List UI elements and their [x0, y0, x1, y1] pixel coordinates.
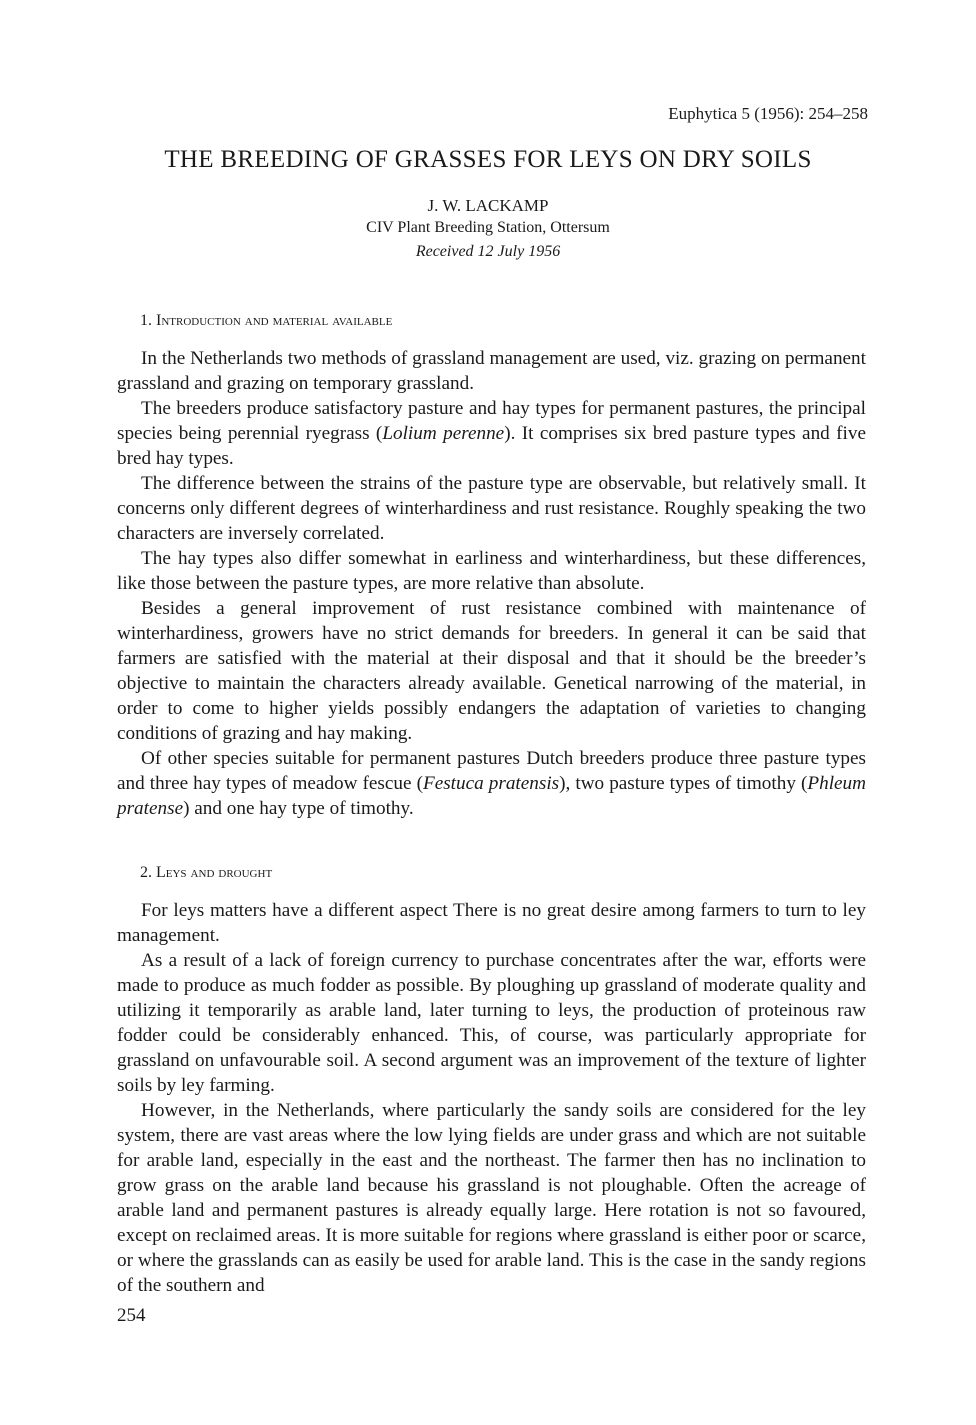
paragraph: For leys matters have a different aspect There is no great desire among farmers to turn to ley management.: [117, 900, 866, 946]
article-title: THE BREEDING OF GRASSES FOR LEYS ON DRY SOILS: [164, 146, 812, 173]
paragraph: Of other species suitable for permanent pastures Dutch breeders produce three pasture types and three hay types of meadow fescue (Festuca pratensis), two pasture types of timothy (Phleum pratense) and one hay type of timothy.: [117, 748, 866, 819]
section-2-title: Leys and drought: [156, 864, 273, 881]
paragraph: The hay types also differ somewhat in earliness and winterhardiness, but these differences, like those between the pasture types, are more relative than absolute.: [117, 548, 866, 594]
received-date: Received 12 July 1956: [415, 243, 561, 260]
paragraph: The difference between the strains of the pasture type are observable, but relatively small. It concerns only different degrees of winterhardiness and rust resistance. Roughly speaking the two characters are inversely correlated.: [117, 473, 866, 544]
section-1-number: 1.: [140, 312, 152, 329]
journal-reference: Euphytica 5 (1956): 254–258: [668, 104, 868, 123]
page-number: 254: [117, 1305, 146, 1326]
article-author: J. W. LACKAMP: [427, 196, 549, 215]
paragraph: In the Netherlands two methods of grassland management are used, viz. grazing on permanent grassland and grazing on temporary grassland.: [117, 348, 866, 394]
author-affiliation: CIV Plant Breeding Station, Ottersum: [366, 219, 610, 236]
section-2-body: [117, 898, 866, 1298]
section-2-number: 2.: [140, 864, 152, 881]
section-1-body: [117, 346, 866, 821]
paragraph: Besides a general improvement of rust resistance combined with maintenance of winterhardiness, growers have no strict demands for breeders. In general it can be said that farmers are satisfied with the material at their disposal and that it should be the breeder’s objective to maintain the characters already available. Genetical narrowing of the material, in order to come to higher yields possibly endangers the adaptation of varieties to changing conditions of grazing and hay making.: [117, 598, 866, 744]
section-1-heading: [140, 312, 392, 330]
paragraph: However, in the Netherlands, where particularly the sandy soils are considered for the ley system, there are vast areas where the low lying fields are under grass and which are not suitable for arable land, especially in the east and the northeast. The farmer then has no inclination to grow grass on the arable land because his grassland is not ploughable. Often the acreage of arable land and permanent pastures is already equally large. Here rotation is not so favoured, except on reclaimed areas. It is more suitable for regions where grassland is either poor or scarce, or where the grasslands can as easily be used for arable land. This is the case in the sandy regions of the southern and: [117, 1100, 866, 1296]
section-2-heading: [140, 864, 272, 882]
paragraph: As a result of a lack of foreign currency to purchase concentrates after the war, efforts were made to produce as much fodder as possible. By ploughing up grassland of moderate quality and utilizing it temporarily as arable land, later turning to leys, the production of proteinous raw fodder could be considerably enhanced. This, of course, was particularly appropriate for grassland on unfavourable soil. A second argument was an improvement of the texture of lighter soils by ley farming.: [117, 950, 866, 1096]
section-1-title: Introduction and material available: [156, 312, 393, 329]
paragraph: The breeders produce satisfactory pasture and hay types for permanent pastures, the principal species being perennial ryegrass (Lolium perenne). It comprises six bred pasture types and five bred hay types.: [117, 398, 866, 469]
